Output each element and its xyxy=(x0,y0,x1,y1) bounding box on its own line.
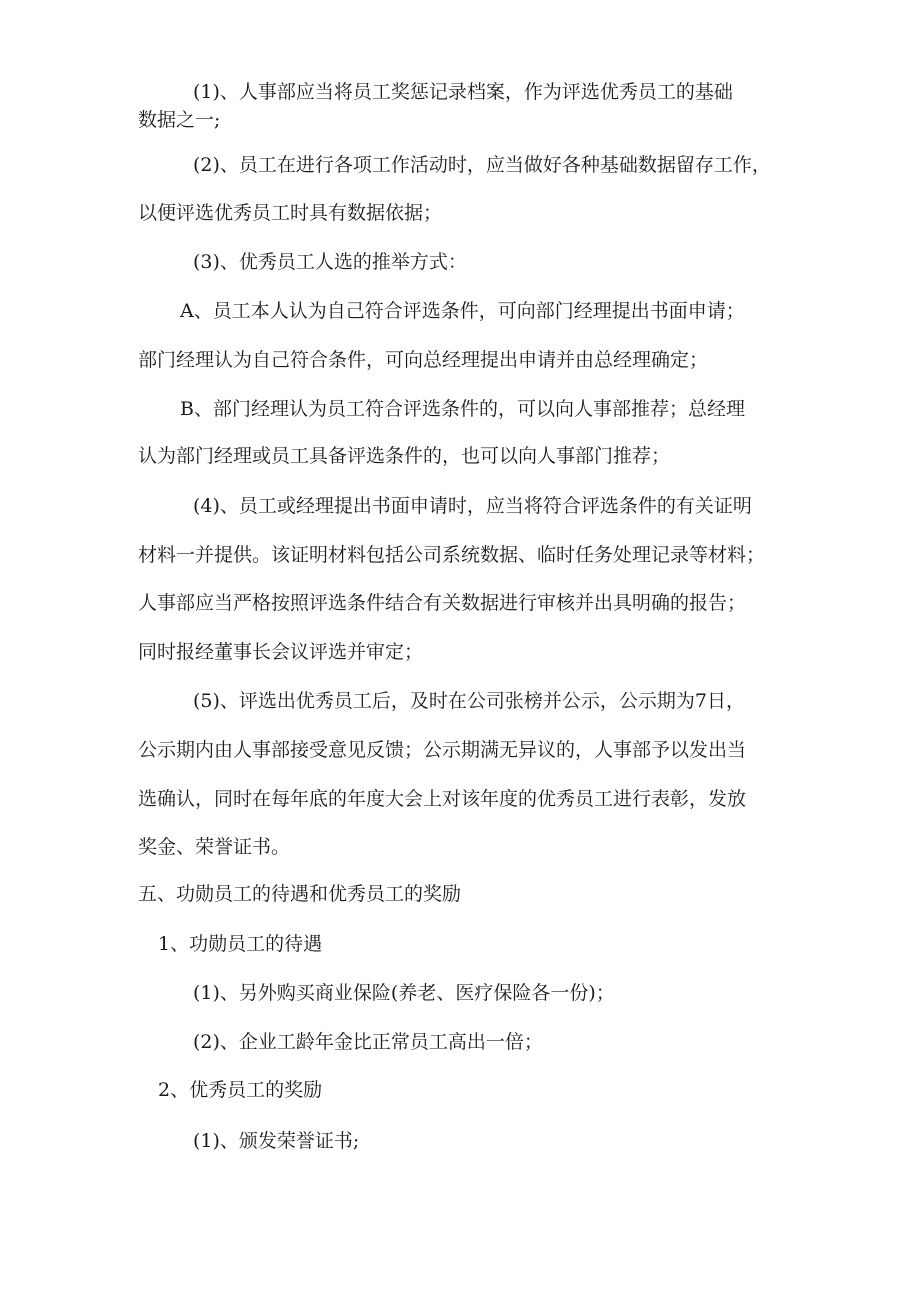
paragraph-line: 数据之一; xyxy=(138,109,221,131)
subsection-heading: 2、优秀员工的奖励 xyxy=(158,1079,323,1101)
paragraph-line: (5)、评选出优秀员工后，及时在公司张榜并公示，公示期为7日， xyxy=(193,690,746,712)
paragraph-line: 材料一并提供。该证明材料包括公司系统数据、临时任务处理记录等材料； xyxy=(138,544,766,566)
subsection-heading: 1、功勋员工的待遇 xyxy=(158,933,323,955)
paragraph-line: (2)、企业工龄年金比正常员工高出一倍； xyxy=(193,1031,543,1053)
paragraph-line: 奖金、荣誉证书。 xyxy=(138,836,291,858)
paragraph-line: 认为部门经理或员工具备评选条件的，也可以向人事部门推荐； xyxy=(138,445,671,467)
paragraph-line: (1)、另外购买商业保险(养老、医疗保险各一份)； xyxy=(193,982,615,1004)
paragraph-line: 同时报经董事长会议评选并审定； xyxy=(138,641,424,663)
paragraph-line: (1)、颁发荣誉证书; xyxy=(193,1130,360,1152)
paragraph-line: A、员工本人认为自己符合评选条件，可向部门经理提出书面申请； xyxy=(180,300,745,322)
paragraph-line: 选确认，同时在每年底的年度大会上对该年度的优秀员工进行表彰，发放 xyxy=(138,788,747,810)
paragraph-line: 部门经理认为自己符合条件，可向总经理提出申请并由总经理确定； xyxy=(138,349,709,371)
paragraph-line: (1)、人事部应当将员工奖惩记录档案，作为评选优秀员工的基础 xyxy=(193,81,733,103)
paragraph-line: (2)、员工在进行各项工作活动时，应当做好各种基础数据留存工作， xyxy=(193,154,771,176)
paragraph-line: (4)、员工或经理提出书面申请时，应当将符合评选条件的有关证明 xyxy=(193,495,752,517)
paragraph-line: 以便评选优秀员工时具有数据依据； xyxy=(138,202,443,224)
section-heading: 五、功勋员工的待遇和优秀员工的奖励 xyxy=(138,883,462,905)
paragraph-line: B、部门经理认为员工符合评选条件的，可以向人事部推荐；总经理 xyxy=(180,398,745,420)
paragraph-line: 人事部应当严格按照评选条件结合有关数据进行审核并出具明确的报告； xyxy=(138,592,747,614)
paragraph-line: (3)、优秀员工人选的推举方式： xyxy=(193,251,467,273)
paragraph-line: 公示期内由人事部接受意见反馈；公示期满无异议的，人事部予以发出当 xyxy=(138,739,747,761)
